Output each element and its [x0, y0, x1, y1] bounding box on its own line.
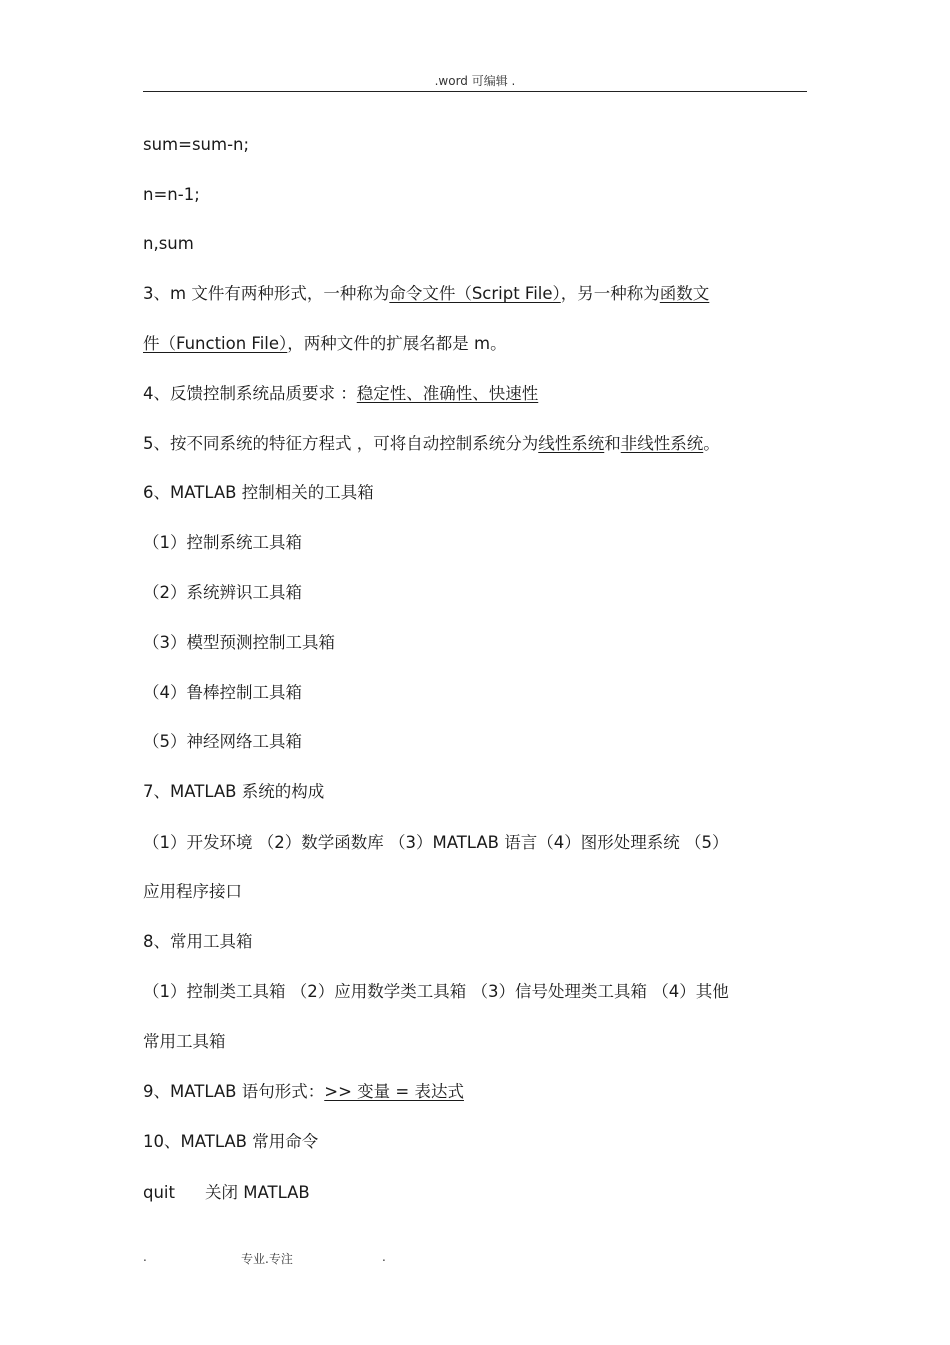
q5-prefix: 5、按不同系统的特征方程式 ，可将自动控制系统分为: [143, 434, 539, 453]
toolbox-list-item: （5）神经网络工具箱: [143, 732, 302, 751]
q5-answer-nonlinear: 非线性系统: [620, 434, 704, 453]
q3-suffix: ，两种文件的扩展名都是 m。: [287, 334, 507, 353]
question-3-line-1: [143, 282, 807, 306]
q9-answer: >> 变量 = 表达式: [324, 1082, 464, 1101]
footer-left-dot: .: [143, 1250, 147, 1264]
question-7-heading: 7、MATLAB 系统的构成: [143, 782, 325, 801]
toolbox-list-item: （1）控制系统工具箱: [143, 533, 302, 552]
q5-answer-linear: 线性系统: [538, 434, 605, 453]
q5-mid: 和: [604, 434, 621, 453]
q3-mid: ，另一种称为: [560, 284, 660, 303]
question-5: [143, 432, 807, 456]
footer-right-dot: .: [382, 1250, 386, 1264]
command-quit-row: [143, 1181, 807, 1205]
question-4: [143, 382, 807, 406]
question-8-heading: 8、常用工具箱: [143, 932, 253, 951]
question-7-line-2: 应用程序接口: [143, 882, 242, 901]
command-name: quit: [143, 1183, 175, 1202]
q3-answer-function-file-part2: 件（Function File）: [143, 334, 288, 353]
page-header: .word 可编辑 .: [434, 74, 516, 88]
code-line-output: n,sum: [143, 234, 194, 253]
question-7-line-1: （1）开发环境 （2）数学函数库 （3）MATLAB 语言（4）图形处理系统 （5）: [143, 833, 729, 852]
q3-prefix: 3、m 文件有两种形式，一种称为: [143, 284, 390, 303]
question-8-line-2: 常用工具箱: [143, 1032, 226, 1051]
q5-suffix: 。: [703, 434, 720, 453]
footer-center-text: 专业.专注: [241, 1252, 293, 1266]
question-10-heading: 10、MATLAB 常用命令: [143, 1132, 319, 1151]
q4-answer: 稳定性、准确性、快速性: [356, 384, 539, 403]
q3-answer-function-file-part1: 函数文: [659, 284, 710, 303]
code-line-sum: sum=sum-n;: [143, 135, 250, 154]
code-line-n: n=n-1;: [143, 185, 200, 204]
q4-prefix: 4、反馈控制系统品质要求 ：: [143, 384, 357, 403]
question-8-line-1: （1）控制类工具箱 （2）应用数学类工具箱 （3）信号处理类工具箱 （4）其他: [143, 982, 729, 1001]
toolbox-list-item: （3）模型预测控制工具箱: [143, 633, 335, 652]
header-rule: [143, 91, 807, 92]
toolbox-list-item: （2）系统辨识工具箱: [143, 583, 302, 602]
command-description: 关闭 MATLAB: [205, 1183, 310, 1202]
toolbox-list-item: （4）鲁棒控制工具箱: [143, 683, 302, 702]
question-3-line-2: [143, 332, 807, 356]
question-6-heading: 6、MATLAB 控制相关的工具箱: [143, 483, 374, 502]
q9-prefix: 9、MATLAB 语句形式：: [143, 1082, 325, 1101]
q3-answer-script-file: 命令文件（Script File）: [389, 284, 561, 303]
question-9: [143, 1080, 807, 1104]
